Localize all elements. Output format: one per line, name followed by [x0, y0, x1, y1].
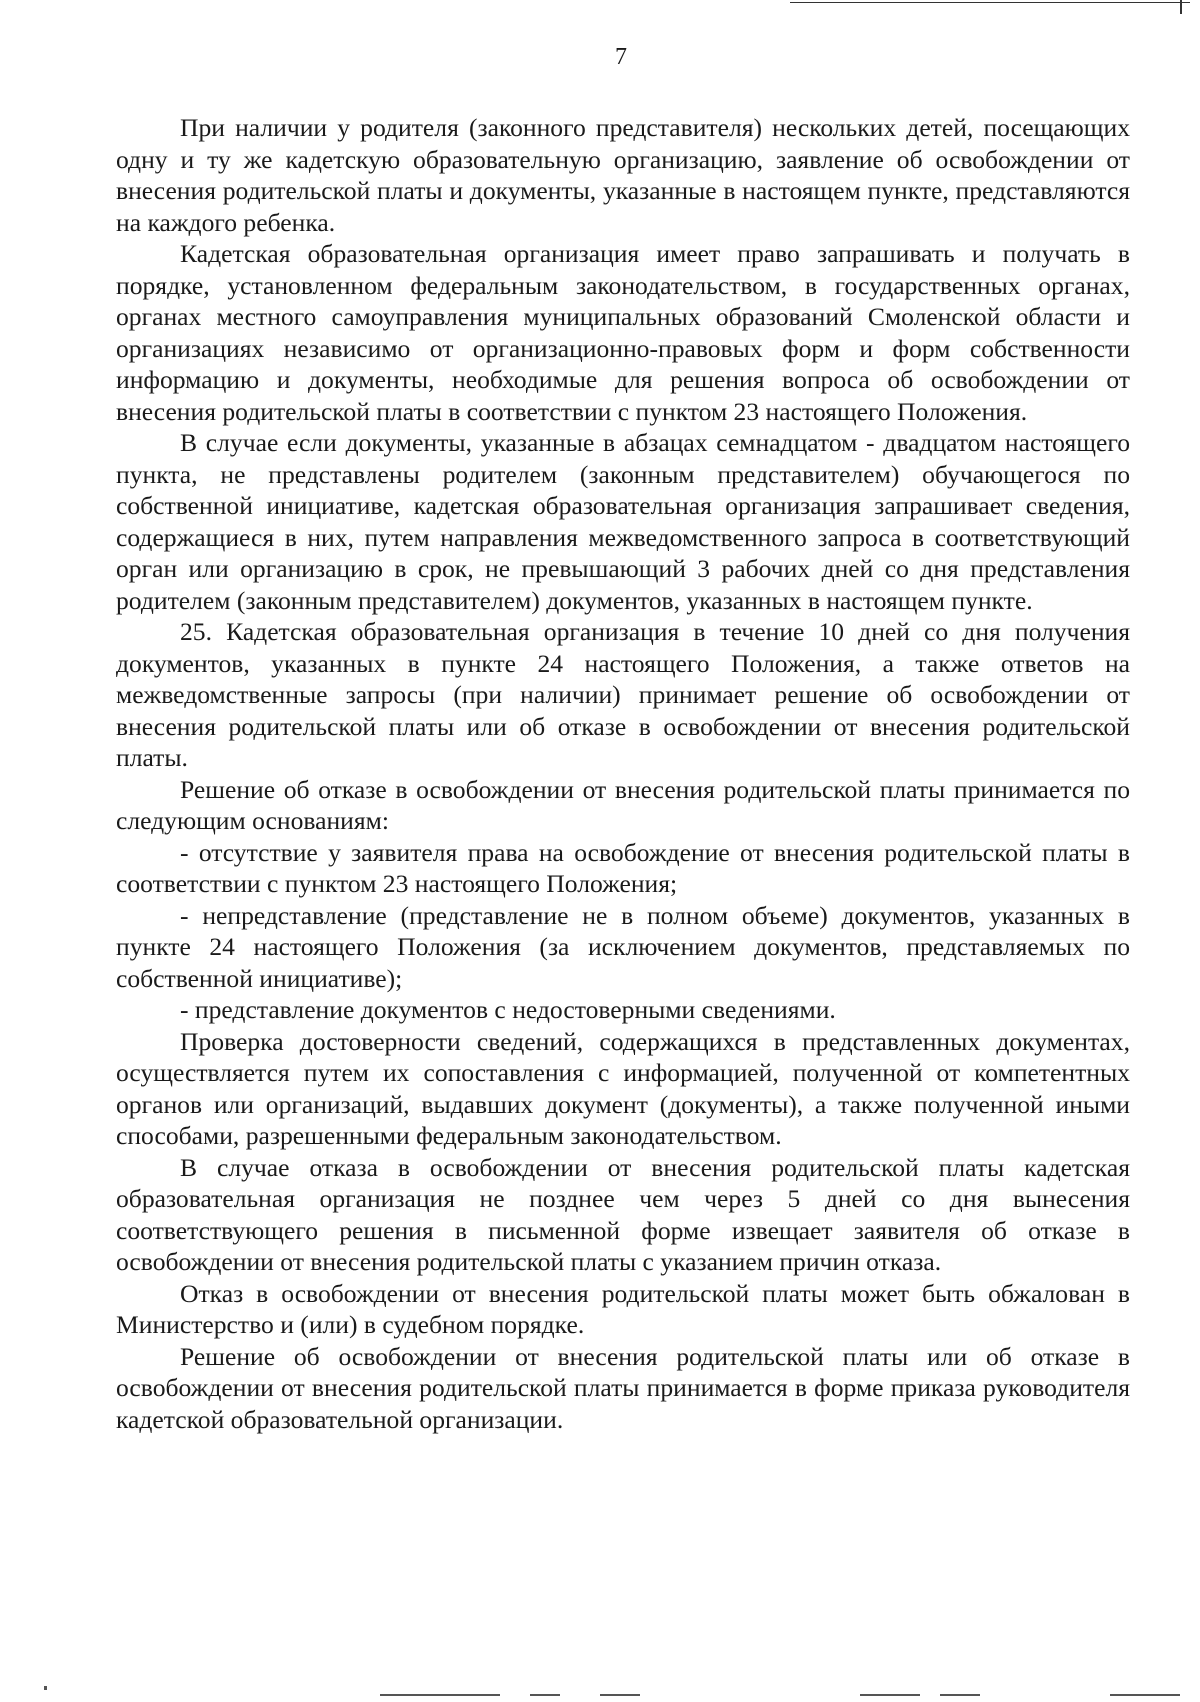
list-item: - отсутствие у заявителя права на освобождение от внесения родительской платы в соответствии с пунктом 23 настоящего Положения; — [116, 837, 1130, 898]
paragraph: Отказ в освобождении от внесения родительской платы может быть обжалован в Министерство и (или) в судебном порядке. — [116, 1278, 1130, 1339]
paragraph: Решение об освобождении от внесения родительской платы или об отказе в освобождении от внесения родительской платы принимается в форме приказа руководителя кадетской образовательной организации. — [116, 1341, 1130, 1434]
list-item: - представление документов с недостоверными сведениями. — [180, 995, 836, 1024]
paragraph: Кадетская образовательная организация имеет право запрашивать и получать в порядке, установленном федеральным законодательством, в государственных органах, органах местного самоуправления муниципальных образований Смоленской области и организациях независимо от организационно-правовых форм и форм собственности информацию и документы, необходимые для решения вопроса об освобождении от внесения родительской платы в соответствии с пунктом 23 настоящего Положения. — [116, 239, 1130, 426]
scan-artifact-bottom-4 — [860, 1694, 920, 1696]
scan-artifact-bottom-2 — [530, 1694, 560, 1696]
document-body — [116, 112, 1130, 1435]
scan-artifact-left-dot — [44, 1686, 47, 1690]
scan-artifact-top — [790, 2, 1190, 3]
scan-artifact-top-right — [1180, 0, 1182, 14]
paragraph: 25. Кадетская образовательная организация в течение 10 дней со дня получения документов, указанных в пункте 24 настоящего Положения, а также ответов на межведомственные запросы (при наличии) принимает решение об освобождении от внесения родительской платы или об отказе в освобождении от внесения родительской платы. — [116, 617, 1130, 772]
scan-artifact-bottom-3 — [600, 1694, 640, 1696]
scan-artifact-bottom-5 — [940, 1694, 980, 1696]
list-item: - непредставление (представление не в полном объеме) документов, указанных в пункте 24 настоящего Положения (за исключением документов, представляемых по собственной инициативе); — [116, 900, 1130, 993]
paragraph: При наличии у родителя (законного представителя) нескольких детей, посещающих одну и ту же кадетскую образовательную организацию, заявление об освобождении от внесения родительской платы и документы, указанные в настоящем пункте, представляются на каждого ребенка. — [116, 113, 1130, 237]
paragraph: Решение об отказе в освобождении от внесения родительской платы принимается по следующим основаниям: — [116, 774, 1130, 835]
scan-artifact-bottom-1 — [380, 1694, 500, 1696]
page-number: 7 — [615, 44, 627, 70]
paragraph: В случае если документы, указанные в абзацах семнадцатом - двадцатом настоящего пункта, не представлены родителем (законным представителем) обучающегося по собственной инициативе, кадетская образовательная организация запрашивает сведения, содержащиеся в них, путем направления межведомственного запроса в соответствующий орган или организацию в срок, не превышающий 3 рабочих дней со дня представления родителем (законным представителем) документов, указанных в настоящем пункте. — [116, 428, 1130, 615]
paragraph: Проверка достоверности сведений, содержащихся в представленных документах, осуществляется путем их сопоставления с информацией, полученной от компетентных органов или организаций, выдавших документ (документы), а также полученной иными способами, разрешенными федеральным законодательством. — [116, 1026, 1130, 1150]
paragraph: В случае отказа в освобождении от внесения родительской платы кадетская образовательная организация не позднее чем через 5 дней со дня вынесения соответствующего решения в письменной форме извещает заявителя об отказе в освобождении от внесения родительской платы с указанием причин отказа. — [116, 1152, 1130, 1276]
scan-artifact-bottom-6 — [1110, 1694, 1180, 1696]
